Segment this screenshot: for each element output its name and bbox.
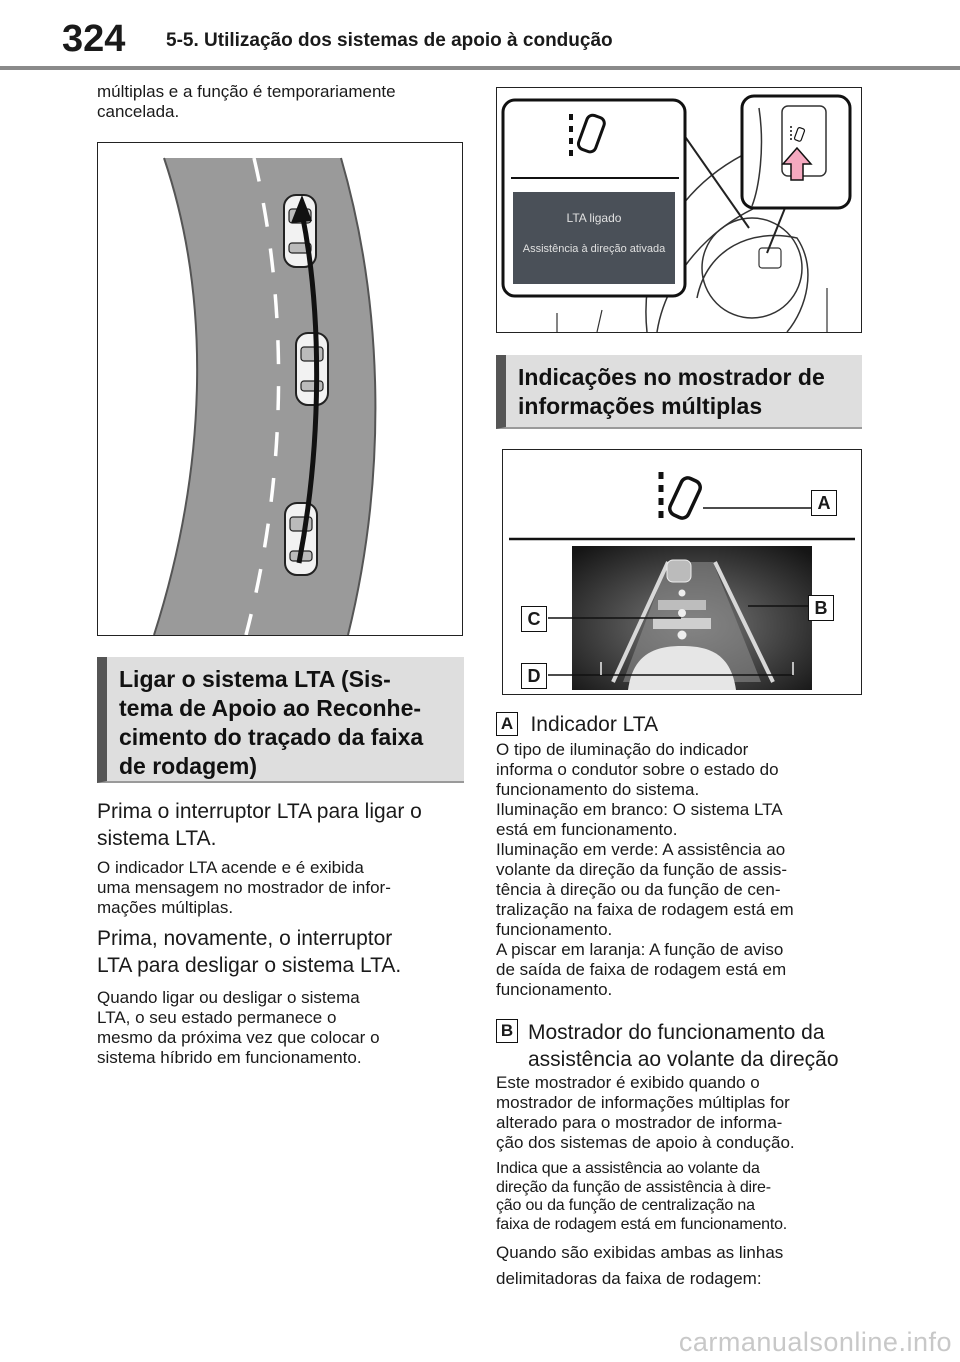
text-line: Quando são exibidas ambas as linhas [496, 1243, 784, 1262]
steering-assist-bar [653, 618, 711, 629]
item-a-body [496, 740, 866, 1000]
heading-line: cimento do traçado da faixa [119, 724, 424, 750]
text-line: delimitadoras da faixa de rodagem: [496, 1269, 762, 1288]
multi-info-display-figure [502, 449, 862, 695]
label-d: D [521, 663, 547, 689]
text-line: faixa de rodagem está em funcionamento. [496, 1215, 788, 1233]
text-line: mações múltiplas. [97, 898, 234, 917]
display-message-2: Assistência à direção ativada [522, 243, 666, 255]
text-line: informa o condutor sobre o estado do [496, 760, 779, 779]
step-2 [97, 925, 467, 979]
road-curve-figure [97, 142, 463, 636]
text-line: Este mostrador é exibido quando o [496, 1073, 760, 1092]
text-line: A piscar em laranja: A função de aviso [496, 940, 784, 959]
page-number: 324 [62, 18, 126, 60]
text-line: direção da função de assistência à dire- [496, 1178, 771, 1196]
steering-assist-bar [658, 600, 706, 610]
text-line: Iluminação em branco: O sistema LTA [496, 800, 783, 819]
multi-info-display-illustration [503, 450, 861, 694]
steering-wheel-figure [496, 87, 862, 333]
heading-line: Ligar o sistema LTA (Sis- [119, 666, 391, 692]
display-panel [513, 192, 675, 284]
text-line: uma mensagem no mostrador de infor- [97, 878, 391, 897]
steering-hub [702, 218, 802, 318]
chapter-title: 5-5. Utilização dos sistemas de apoio à condução [166, 30, 613, 51]
item-b-tail [496, 1240, 866, 1292]
heading-line: Indicações no mostrador de [518, 364, 825, 390]
step-1 [97, 798, 467, 852]
text-line: LTA, o seu estado permanece o [97, 1008, 337, 1027]
item-a-heading: Indicador LTA [530, 712, 659, 736]
text-line: de saída de faixa de rodagem está em [496, 960, 787, 979]
item-letter-a: A [496, 712, 518, 736]
text-line: volante da direção da função de assis- [496, 860, 788, 879]
text-line: funcionamento. [496, 920, 613, 939]
lta-indicator-icon [661, 472, 703, 524]
display-message-1: LTA ligado [566, 211, 622, 225]
section-heading-indications [496, 355, 862, 429]
item-b-title [496, 1019, 866, 1073]
text-line: está em funcionamento. [496, 820, 678, 839]
section-heading-lta-on [97, 657, 464, 783]
steering-wheel-illustration [497, 88, 861, 332]
intro-paragraph [97, 82, 467, 122]
road-surface [154, 158, 375, 635]
heading-line: informações múltiplas [518, 393, 763, 419]
item-b-heading-line: Mostrador do funcionamento da [528, 1021, 825, 1044]
step-2-note [97, 988, 467, 1068]
text-line: ção dos sistemas de apoio à condução. [496, 1133, 795, 1152]
item-a-title [496, 712, 866, 737]
label-a: A [811, 490, 837, 516]
leading-vehicle-icon [667, 560, 691, 582]
car-middle [296, 333, 328, 405]
text-line: O indicador LTA acende e é exibida [97, 858, 364, 877]
heading-line: de rodagem) [119, 753, 258, 779]
label-b: B [808, 595, 834, 621]
text-line: funcionamento do sistema. [496, 780, 700, 799]
road-curve-illustration [98, 143, 462, 635]
item-b-body [496, 1073, 866, 1153]
heading-line: tema de Apoio ao Reconhe- [119, 695, 422, 721]
text-line: Quando ligar ou desligar o sistema [97, 988, 360, 1007]
item-b-heading-line: assistência ao volante da direção [528, 1048, 839, 1071]
item-letter-b: B [496, 1019, 518, 1043]
text-line: tralização na faixa de rodagem está em [496, 900, 794, 919]
text-line: alterado para o mostrador de informa- [496, 1113, 783, 1132]
text-line: cancelada. [97, 102, 180, 121]
text-line: mesmo da próxima vez que colocar o [97, 1028, 380, 1047]
text-line: O tipo de iluminação do indicador [496, 740, 749, 759]
watermark: carmanualsonline.info [678, 1327, 952, 1357]
text-line: Prima, novamente, o interruptor [97, 927, 393, 950]
step-1-note [97, 858, 467, 918]
text-line: sistema LTA. [97, 827, 217, 850]
text-line: funcionamento. [496, 980, 613, 999]
item-b-note [496, 1160, 866, 1234]
header-rule [0, 66, 960, 70]
text-line: múltiplas e a função é temporariamente [97, 82, 396, 101]
text-line: mostrador de informações múltiplas for [496, 1093, 790, 1112]
label-c: C [521, 606, 547, 632]
text-line: LTA para desligar o sistema LTA. [97, 954, 402, 977]
text-line: Indica que a assistência ao volante da [496, 1160, 760, 1177]
text-line: sistema híbrido em funcionamento. [97, 1048, 362, 1067]
text-line: Prima o interruptor LTA para ligar o [97, 800, 422, 823]
text-line: tência à direção ou da função de cen- [496, 880, 781, 899]
text-line: ção ou da função de centralização na [496, 1197, 755, 1214]
text-line: Iluminação em verde: A assistência ao [496, 840, 786, 859]
